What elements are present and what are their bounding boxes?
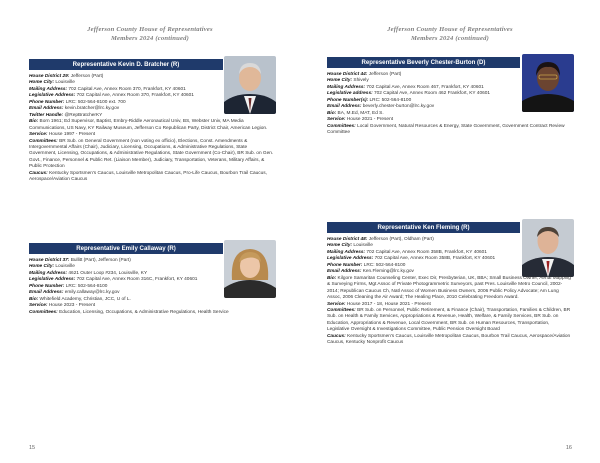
phone-number: Phone Number: LRC: 502-564-8100 [327,262,406,268]
mailing-address: Mailing Address: 702 Capital Ave, Annex Room 358B, Frankfort, KY 40601 [327,249,487,255]
bio: Bio: BA, M.Ed, MAT, Ed S. [327,110,384,116]
page-right [300,0,600,463]
email-address: Email Address: beverly.chester-burton@lrc.ky.gov [327,104,435,110]
member-banner: Representative Emily Callaway (R) [29,243,223,254]
house-district: House District 29: Jefferson (Part) [29,74,104,79]
header-line-1: Jefferson County House of Representatives [87,26,213,33]
legislative-address: Legislative address: 702 Capital Ave, Annex Room 462 Frankfort, KY 40601 [327,91,491,97]
bio: Bio: Kilgore Samaritan Counseling Center, Exec Dir, Presbyterian, UK, BBA; Small Business Owner, Aerial Mapping & Surveying Firms, Mgt Assoc of Private Photogrammetric Surveyors, past Pres. Louisville Metro Council, 2002-2014; Republican Caucus Ch, Natl Assoc of Women Business Owners, 2006 Public Policy Advocate; Am Lung Assoc, 2006 Cleaning the Air Award; The Healing Place, 2010 Celebrating Freedom Award. [327,275,571,301]
committees: Committees: BR Sub. on Personnel, Public Retirement, & Finance (Chair), Transportation, Families & Children, BR Sub. on Health & Family Services, Appropriations & Revenue, Health, Welfare, & Family Services, BR Sub. on Education, Appropriations & Revenue, Local Government, BR Sub. on Human Resources, Transportation, Legislative Oversight & Investigations Committee, Public Pension Oversight Board [327,307,571,333]
house-district: House District 37: Bullitt (Part), Jefferson (Part) [29,258,131,263]
committees: Committees: Education, Licensing, Occupations, & Administrative Regulations, Health Service [29,309,229,315]
header-line-2: Members 2024 (continued) [110,34,190,42]
email-address: Email Address: Ken.Fleming@lrc.ky.gov [327,269,414,275]
service: Service: House 2021 - Present [327,117,394,123]
page-header [300,26,600,43]
service: Service: House 2017 - 18, House 2021 - Present [327,301,431,307]
header-line-1: Jefferson County House of Representatives [387,26,513,33]
house-district: House District 44: Jefferson (Part) [327,72,402,77]
mailing-address: Mailing Address: 4621 Outer Loop #234, Louisville, KY [29,270,148,276]
home-city: Home City: Shively [327,78,369,84]
bio: Bio: Whitefield Academy, Christian, JCC, U of L. [29,296,131,302]
member-banner: Representative Kevin D. Bratcher (R) [29,59,223,70]
phone-number: Phone Number: LRC: 502-564-8100 ext. 700 [29,99,126,105]
caucus: Caucus: Kentucky Sportsmen's Caucus, Louisville Metropolitan Caucus, Bourbon Trail Caucus, Aerospace/Aviation Caucus, Kentucky Nonprofit Caucus [327,333,571,346]
caucus: Caucus: Kentucky Sportsmen's Caucus, Louisville Metropolitan Caucus, Pro-Life Caucus, Bourbon Trail Caucus, Aerospace/Aviation Caucus [29,170,267,183]
page-number: 16 [565,445,572,451]
member-banner: Representative Ken Fleming (R) [327,222,520,233]
member-bio [327,72,573,137]
member-bio [29,258,275,316]
mailing-address: Mailing Address: 702 Capital Ave, Annex Room 370, Frankfort, KY 40601 [29,86,186,92]
service: Service: House 2023 - Present [29,303,96,309]
committees: Committees: BR Sub. on General Government (non voting ex officio), Elections, Const. Amendments & Intergovernmental Affairs (Chair), Judiciary, Licensing, Occupations, & Administrative Regulations, State Government, Licensing, Occupations, & Administrative Regulations, State Government (Co-Chair), BR Sub. on Gen. Govt., Finance, Personnel & Public Ret. (Liaison Member), Judiciary, Transportation, Veterans, Military Affairs, & Public Protection [29,138,274,170]
email-address: Email Address: kevin.bratcher@lrc.ky.gov [29,106,120,112]
phone-number: Phone Number(s): LRC: 502-564-8100 [327,97,412,103]
bio: Bio: Born 1961; Ed Supervisor, Baptist, Embry-Riddle Aeronautical Univ, BS, Webster Univ, MA Media Communications, US Navy, KY Railway Museum, Jefferson Co Republican Party, District Chair, American Legion. [29,119,268,131]
email-address: Email Address: emily.callaway@lrc.ky.gov [29,290,120,296]
twitter-handle: Twitter Handle: @RepBratcherKY [29,112,103,118]
service: Service: House 1997 - Present [29,132,96,138]
page-number: 15 [29,445,36,451]
page-header [0,26,300,43]
member-bio [29,74,275,184]
member-banner: Representative Beverly Chester-Burton (D) [327,57,520,68]
home-city: Home City: Louisville [29,80,75,86]
legislative-address: Legislative Address: 702 Capital Ave, Annex Room 370, Frankfort, KY 40601 [29,93,194,99]
home-city: Home City: Louisville [29,264,75,270]
phone-number: Phone Number: LRC: 502-564-8100 [29,283,108,289]
home-city: Home City: Louisville [327,243,373,249]
mailing-address: Mailing Address: 702 Capital Ave, Annex Room 467, Frankfort, KY 40601 [327,84,484,90]
member-bio [327,237,573,347]
committees: Committees: Local Government, Natural Resources & Energy, State Government, Government Contract Review Committee [327,123,565,136]
legislative-address: Legislative Address: 702 Capital Ave, Annex Room 316C, Frankfort, KY 40601 [29,277,198,283]
house-district: House District 48: Jefferson (Part), Oldham (Part) [327,237,434,242]
header-line-2: Members 2024 (continued) [410,34,490,42]
legislative-address: Legislative Address: 702 Capital Ave, Annex Room 358B, Frankfort, KY 40601 [327,256,496,262]
